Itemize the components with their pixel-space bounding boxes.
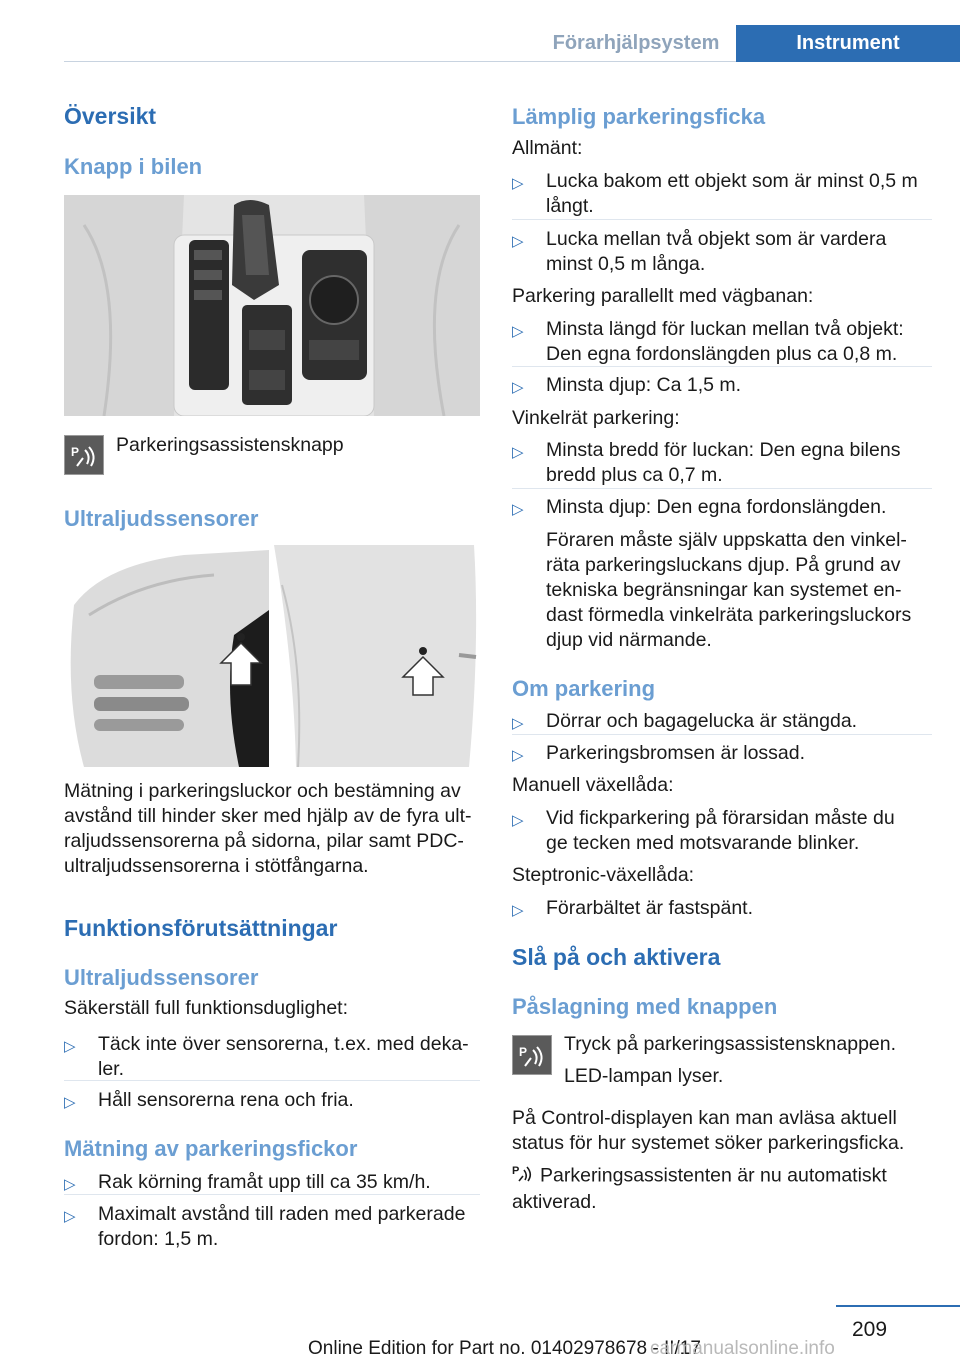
triangle-bullet-icon: ▷ <box>512 501 524 518</box>
page-number: 209 <box>852 1318 888 1341</box>
paragraph-line: dast förmedla vinkelräta parkeringsluckors <box>546 604 912 626</box>
list-item <box>512 495 932 520</box>
list-item <box>512 896 932 921</box>
list-item-text: Parkeringsbromsen är lossad. <box>546 742 806 764</box>
text-steptronic: Steptronic-växellåda: <box>512 864 695 886</box>
divider <box>64 1194 480 1195</box>
triangle-bullet-icon: ▷ <box>64 1176 76 1193</box>
paragraph-line: Mätning i parkeringsluckor och bestämning av <box>64 780 461 802</box>
console-photo <box>64 195 480 416</box>
list-item-text: Minsta djup: Ca 1,5 m. <box>546 374 742 396</box>
list-item-text: Lucka bakom ett objekt som är minst 0,5 m <box>546 170 918 192</box>
paragraph-control <box>512 1106 932 1156</box>
list-item <box>512 227 932 277</box>
list-item-text: Täck inte över sensorerna, t.ex. med deka‐ <box>98 1033 469 1055</box>
divider <box>512 734 932 735</box>
list-item-text: Lucka mellan två objekt som är vardera <box>546 228 887 250</box>
list-item-text: Minsta bredd för luckan: Den egna bilens <box>546 439 901 461</box>
triangle-bullet-icon: ▷ <box>64 1208 76 1225</box>
list-item-text: Den egna fordonslängden plus ca 0,8 m. <box>546 343 898 365</box>
page-number-rule <box>836 1305 960 1307</box>
text-manuell: Manuell växellåda: <box>512 774 674 796</box>
heading-oversikt: Översikt <box>64 103 157 129</box>
header-section-tab: Förarhjälpsystem <box>552 31 720 54</box>
paragraph-line: raljudssensorerna på sidorna, pilar samt PDC- <box>64 830 464 852</box>
list-item-text: Minsta djup: Den egna fordonslängden. <box>546 496 887 518</box>
heading-ultraljudssensorer: Ultraljudssensorer <box>64 506 259 531</box>
text-allmant: Allmänt: <box>512 137 583 159</box>
paragraph-foraren <box>546 528 936 653</box>
list-item <box>64 1088 480 1113</box>
list-item-text: minst 0,5 m långa. <box>546 253 706 275</box>
svg-text:P: P <box>512 1165 520 1177</box>
paragraph-line: status för hur systemet söker parkeringsficka. <box>512 1132 905 1154</box>
paragraph-line: På Control-displayen kan man avläsa aktuell <box>512 1107 897 1129</box>
paragraph-line: räta parkeringsluckans djup. På grund av <box>546 554 901 576</box>
divider <box>64 1080 480 1081</box>
paragraph-line: avstånd till hinder sker med hjälp av de fyra ult‐ <box>64 805 472 827</box>
list-item <box>512 317 932 367</box>
paragraph-line: ultraljudssensorerna i stötfångarna. <box>64 855 369 877</box>
list-item <box>512 741 932 766</box>
parking-assistant-active-icon <box>512 1163 540 1190</box>
header-chapter-tab: Instrument <box>736 25 960 62</box>
heading-matning-parkeringsfickor: Mätning av parkeringsfickor <box>64 1136 358 1161</box>
list-item-text: Dörrar och bagagelucka är stängda. <box>546 710 858 732</box>
triangle-bullet-icon: ▷ <box>512 233 524 250</box>
triangle-bullet-icon: ▷ <box>64 1038 76 1055</box>
button-caption: Parkeringsassistensknapp <box>116 434 344 456</box>
heading-funktionsforutsattningar: Funktionsförutsättningar <box>64 915 338 941</box>
list-item <box>64 1032 480 1082</box>
list-item-text: Håll sensorerna rena och fria. <box>98 1089 354 1111</box>
heading-lamplig-parkeringsficka: Lämplig parkeringsficka <box>512 104 766 129</box>
list-item-text: Rak körning framåt upp till ca 35 km/h. <box>98 1171 431 1193</box>
list-item-text: fordon: 1,5 m. <box>98 1228 219 1250</box>
list-item <box>512 438 932 488</box>
list-item-text: bredd plus ca 0,7 m. <box>546 464 723 486</box>
list-item-text: Vid fickparkering på förarsidan måste du <box>546 807 895 829</box>
list-item <box>512 806 932 856</box>
svg-text:P: P <box>519 1045 528 1059</box>
parking-assist-button-icon <box>512 1035 552 1075</box>
paragraph-matning <box>64 779 480 879</box>
list-item-text: Förarbältet är fastspänt. <box>546 897 754 919</box>
triangle-bullet-icon: ▷ <box>512 444 524 461</box>
triangle-bullet-icon: ▷ <box>512 323 524 340</box>
paragraph-line: Föraren måste själv uppskatta den vinkel‐ <box>546 529 907 551</box>
parking-assist-button-icon <box>64 435 104 475</box>
text-parallellt: Parkering parallellt med vägbanan: <box>512 285 814 307</box>
triangle-bullet-icon: ▷ <box>512 715 524 732</box>
text-led: LED-lampan lyser. <box>564 1065 724 1087</box>
sensor-photo <box>64 545 480 767</box>
heading-om-parkering: Om parkering <box>512 676 656 701</box>
watermark: carmanualsonline.info <box>650 1338 835 1359</box>
list-item-text: ler. <box>98 1058 125 1080</box>
divider <box>512 219 932 220</box>
heading-knapp-i-bilen: Knapp i bilen <box>64 154 203 179</box>
list-item <box>512 169 932 219</box>
list-item-text: ge tecken med motsvarande blinker. <box>546 832 860 854</box>
list-item <box>512 373 932 398</box>
triangle-bullet-icon: ▷ <box>64 1094 76 1111</box>
divider <box>512 366 932 367</box>
text-vinkelratt: Vinkelrät parkering: <box>512 407 680 429</box>
paragraph-aktiverad <box>512 1163 932 1215</box>
paragraph-line: aktiverad. <box>512 1191 597 1213</box>
text-sakerstall: Säkerställ full funktionsduglighet: <box>64 997 348 1019</box>
triangle-bullet-icon: ▷ <box>512 812 524 829</box>
paragraph-line <box>512 1163 932 1190</box>
divider <box>512 488 932 489</box>
triangle-bullet-icon: ▷ <box>512 379 524 396</box>
list-item-text: Minsta längd för luckan mellan två objekt: <box>546 318 904 340</box>
list-item <box>64 1202 480 1252</box>
list-item-text: Maximalt avstånd till raden med parkerade <box>98 1203 466 1225</box>
heading-paslagning-med-knappen: Påslagning med knappen <box>512 994 778 1019</box>
text-tryck: Tryck på parkeringsassistensknappen. <box>564 1033 897 1055</box>
edition-text: Online Edition for Part no. 01402978678 - II/17 <box>308 1338 701 1359</box>
heading-sla-pa-och-aktivera: Slå på och aktivera <box>512 944 721 970</box>
triangle-bullet-icon: ▷ <box>512 175 524 192</box>
paragraph-line: djup vid närmande. <box>546 629 712 651</box>
triangle-bullet-icon: ▷ <box>512 902 524 919</box>
list-item <box>512 709 932 734</box>
svg-text:P: P <box>71 445 80 459</box>
triangle-bullet-icon: ▷ <box>512 747 524 764</box>
heading-ultraljudssensorer-2: Ultraljudssensorer <box>64 965 259 990</box>
paragraph-line: tekniska begränsningar kan systemet en‐ <box>546 579 902 601</box>
paragraph-text: Parkeringsassistenten är nu automatiskt <box>540 1164 887 1187</box>
list-item-text: långt. <box>546 195 594 217</box>
list-item <box>64 1170 480 1195</box>
